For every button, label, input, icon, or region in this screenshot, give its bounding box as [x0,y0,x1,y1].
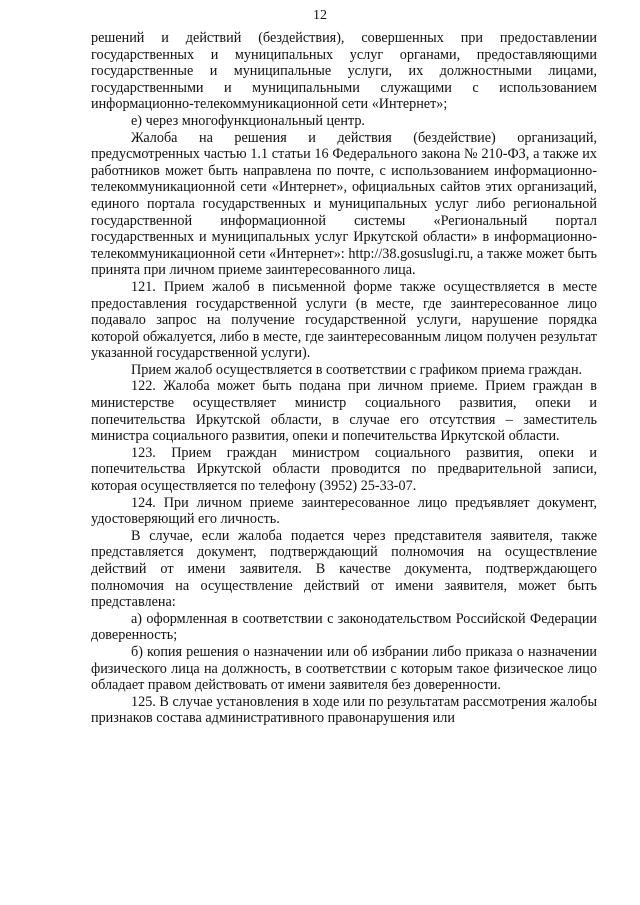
paragraph-item-b: б) копия решения о назначении или об избрании либо приказа о назначении физического лица на должность, в соответствии с которым такое физическое лицо обладает правом действовать от имени заявителя без доверенности. [91,643,597,694]
paragraph-representative: В случае, если жалоба подается через представителя заявителя, также представляется документ, подтверждающий полномочия на осуществление действий от имени заявителя. В качестве документа, подтверждающего полномочия на осуществление действий от имени заявителя, может быть представлена: [91,527,597,611]
paragraph-item-e: е) через многофункциональный центр. [131,112,365,129]
paragraph-reception-schedule: Прием жалоб осуществляется в соответствии с графиком приема граждан. [131,361,583,378]
page-number: 12 [313,8,327,23]
paragraph-complaint-organizations: Жалоба на решения и действия (бездействие) организаций, предусмотренных частью 1.1 статьи 16 Федерального закона № 210-ФЗ, а также их работников может быть направлена по почте, с использованием информационно-телекоммуникационной сети «Интернет», официальных сайтов этих организаций, единого портала государственных и муниципальных услуг либо региональной государственной информационной системы «Региональный портал государственных и муниципальных услуг Иркутской области» в информационно-телекоммуникационной сети «Интернет»: http://38.gosuslugi.ru, а также может быть принята при личном приеме заинтересованного лица. [91,129,597,279]
paragraph-124: 124. При личном приеме заинтересованное лицо предъявляет документ, удостоверяющий его личность. [91,494,597,528]
paragraph-123: 123. Прием граждан министром социального развития, опеки и попечительства Иркутской области проводится по предварительной записи, которая осуществляется по телефону (3952) 25-33-07. [91,444,597,495]
paragraph-125: 125. В случае установления в ходе или по результатам рассмотрения жалобы признаков состава административного правонарушения или [91,693,597,727]
document-body [91,30,597,727]
paragraph-item-a: а) оформленная в соответствии с законодательством Российской Федерации доверенность; [91,610,597,644]
paragraph-122: 122. Жалоба может быть подана при личном приеме. Прием граждан в министерстве осуществляет министр социального развития, опеки и попечительства Иркутской области, в случае его отсутствия – заместитель министра социального развития, опеки и попечительства Иркутской области. [91,378,597,445]
paragraph-121: 121. Прием жалоб в письменной форме также осуществляется в месте предоставления государственной услуги (в месте, где заинтересованное лицо подавало запрос на получение государственной услуги, нарушение порядка которой обжалуется, либо в месте, где заинтересованным лицом получен результат указанной государственной услуги). [91,278,597,362]
paragraph-continuation: решений и действий (бездействия), совершенных при предоставлении государственных и муниципальных услуг органами, предоставляющими государственные и муниципальные услуги, их должностными лицами, государственными и муниципальными служащими с использованием информационно-телекоммуникационной сети «Интернет»; [91,30,597,113]
